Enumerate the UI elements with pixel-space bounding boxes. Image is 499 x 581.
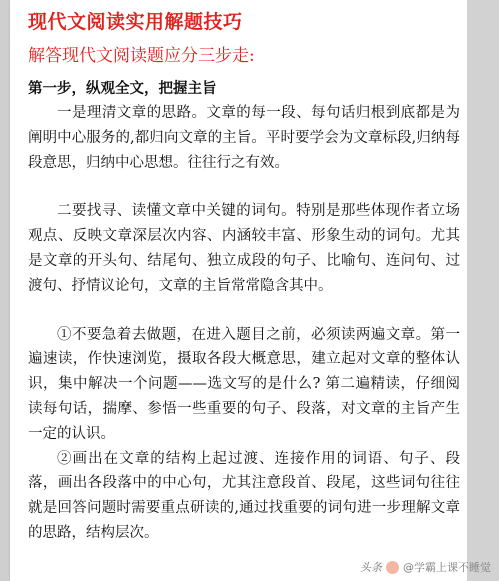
paragraph-1: 一是理清文章的思路。文章的每一段、每句话归根到底都是为阐明中心服务的,都归向文章的主旨。平时要学会为文章标段,归纳每段意思，归纳中心思想。往往行之有效。 (28, 105, 460, 171)
paragraph-4: ②画出在文章的结构上起过渡、连接作用的词语、句子、段落，画出各段落中的中心句，尤其注意段首、段尾，这些词句往往就是回答问题时需要重点研读的,通过找重要的词句进一步理解文章的思路，结构层次。 (28, 450, 460, 541)
watermark-brand: 头条 (360, 561, 382, 574)
document-sheet (10, 0, 467, 581)
watermark (360, 559, 491, 575)
document-subtitle: 解答现代文阅读题应分三步走: (28, 46, 255, 66)
document-title: 现代文阅读实用解题技巧 (28, 11, 243, 33)
window-edge (467, 0, 499, 581)
step-one-heading: 第一步，纵观全文，把握主旨 (28, 80, 217, 97)
paragraph-2: 二要找寻、读懂文章中关键的词句。特别是那些体现作者立场观点、反映文章深层次内容、内涵较丰富、形象生动的词句。尤其是文章的开头句、结尾句、独立成段的句子、比喻句、连问句、过渡句、抒情议论句，文章的主旨常常隐含其中。 (28, 203, 460, 294)
document-content (28, 8, 460, 546)
paragraph-gap (28, 175, 460, 199)
paragraph-3: ①不要急着去做题，在进入题目之前，必须读两遍文章。第一遍速读，作快速浏览，摄取各段大概意思，建立起对文章的整体认识，集中解决一个问题——选文写的是什么? 第二遍精读，仔细阅读每句话，揣摩、参悟一些重要的句子、段落，对文章的主旨产生一定的认识。 (28, 326, 460, 442)
paragraph-gap (28, 299, 460, 323)
watermark-handle: @学霸上课不睡觉 (403, 561, 491, 574)
avatar-icon (386, 561, 399, 574)
